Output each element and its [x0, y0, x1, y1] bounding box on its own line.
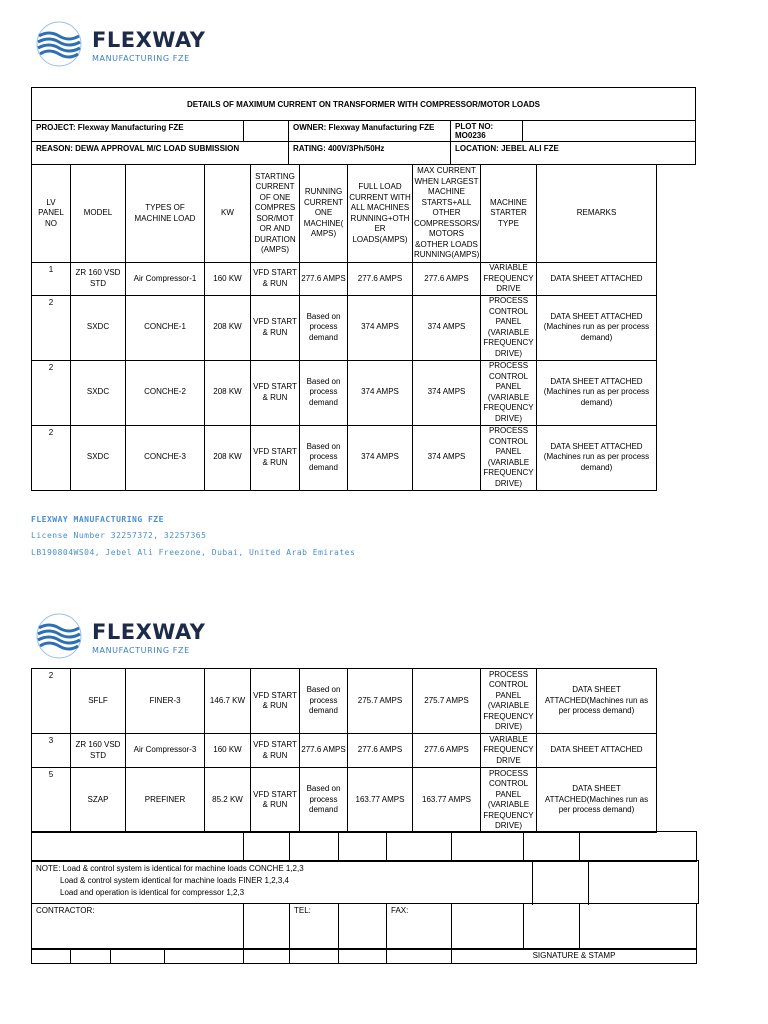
model: SFLF: [71, 669, 126, 734]
full-load-current: 163.77 AMPS: [348, 768, 413, 833]
load-table: [31, 164, 657, 491]
running-current: 277.6 AMPS: [300, 734, 348, 768]
full-load-current: 275.7 AMPS: [348, 669, 413, 734]
full-load-current: 277.6 AMPS: [348, 263, 413, 296]
model: SXDC: [71, 425, 126, 490]
logo-name: FLEXWAY: [92, 620, 206, 644]
form-title: DETAILS OF MAXIMUM CURRENT ON TRANSFORMER WITH COMPRESSOR/MOTOR LOADS: [186, 100, 541, 109]
col-header-types: TYPES OF MACHINE LOAD: [126, 165, 205, 263]
note-line-1: NOTE: Load & control system is identical for machine loads CONCHE 1,2,3: [36, 864, 304, 873]
lv-panel: 2: [32, 425, 71, 490]
table-row: [32, 263, 657, 296]
plot-cell: [450, 120, 523, 142]
col-header-full: FULL LOAD CURRENT WITH ALL MACHINES RUNNING+OTH ER LOADS(AMPS): [348, 165, 413, 263]
full-load-current: 374 AMPS: [348, 425, 413, 490]
blank-row-table: [31, 831, 697, 862]
owner-cell: OWNER: Flexway Manufacturing FZE: [288, 120, 451, 142]
table-row: [32, 360, 657, 425]
max-current: 275.7 AMPS: [413, 669, 481, 734]
footer-address: LB190804WS04, Jebel Ali Freezone, Dubai, United Arab Emirates: [31, 548, 356, 557]
model: ZR 160 VSD STD: [71, 263, 126, 296]
running-current: 277.6 AMPS: [300, 263, 348, 296]
kw: 208 KW: [205, 360, 251, 425]
model: SXDC: [71, 295, 126, 360]
lv-panel: 5: [32, 768, 71, 833]
kw: 85.2 KW: [205, 768, 251, 833]
note-line-3: Load and operation is identical for compressor 1,2,3: [60, 888, 245, 897]
fax-label: FAX:: [387, 904, 452, 950]
blank-cell: [243, 120, 289, 142]
starter-type: PROCESS CONTROL PANEL (VARIABLE FREQUENCY DRIVE): [481, 295, 537, 360]
full-load-current: 374 AMPS: [348, 295, 413, 360]
footer-company: FLEXWAY MANUFACTURING FZE: [31, 515, 164, 524]
model: ZR 160 VSD STD: [71, 734, 126, 768]
kw: 160 KW: [205, 734, 251, 768]
remarks: DATA SHEET ATTACHED (Machines run as per process demand): [537, 360, 657, 425]
remarks: DATA SHEET ATTACHED: [537, 263, 657, 296]
starting-current: VFD START & RUN: [251, 768, 300, 833]
starting-current: VFD START & RUN: [251, 360, 300, 425]
location-cell: LOCATION: JEBEL ALI FZE: [450, 141, 696, 165]
max-current: 374 AMPS: [413, 360, 481, 425]
tel-label: TEL:: [290, 904, 339, 950]
max-current: 163.77 AMPS: [413, 768, 481, 833]
note-line-2: Load & control system identical for machine loads FINER 1,2,3,4: [60, 876, 289, 885]
contractor-table: [31, 903, 697, 950]
model: SXDC: [71, 360, 126, 425]
remarks: DATA SHEET ATTACHED(Machines run as per process demand): [537, 669, 657, 734]
running-current: Based on process demand: [300, 425, 348, 490]
col-header-model: MODEL: [71, 165, 126, 263]
col-header-lv: LV PANEL NO: [32, 165, 71, 263]
starter-type: PROCESS CONTROL PANEL (VARIABLE FREQUENCY DRIVE): [481, 360, 537, 425]
full-load-current: 277.6 AMPS: [348, 734, 413, 768]
table-row: [32, 669, 657, 734]
blank-cell: [522, 120, 696, 142]
contractor-label: CONTRACTOR:: [32, 904, 244, 950]
project-cell: PROJECT: Flexway Manufacturing FZE: [31, 120, 244, 142]
company-logo: [34, 20, 205, 68]
machine-type: Air Compressor-1: [126, 263, 205, 296]
max-current: 374 AMPS: [413, 295, 481, 360]
logo-subtitle: MANUFACTURING FZE: [92, 646, 190, 655]
blank-row: [32, 832, 697, 862]
remarks: DATA SHEET ATTACHED: [537, 734, 657, 768]
plot-value: MO0236: [455, 131, 486, 140]
starter-type: PROCESS CONTROL PANEL (VARIABLE FREQUENCY DRIVE): [481, 768, 537, 833]
starting-current: VFD START & RUN: [251, 425, 300, 490]
col-header-running: RUNNING CURRENT ONE MACHINE( AMPS): [300, 165, 348, 263]
starter-type: PROCESS CONTROL PANEL (VARIABLE FREQUENCY DRIVE): [481, 669, 537, 734]
remarks: DATA SHEET ATTACHED (Machines run as per process demand): [537, 295, 657, 360]
remarks: DATA SHEET ATTACHED (Machines run as per process demand): [537, 425, 657, 490]
machine-type: CONCHE-2: [126, 360, 205, 425]
starting-current: VFD START & RUN: [251, 669, 300, 734]
col-header-remarks: REMARKS: [537, 165, 657, 263]
plot-label: PLOT NO:: [455, 122, 494, 131]
starter-type: VARIABLE FREQUENCY DRIVE: [481, 734, 537, 768]
starting-current: VFD START & RUN: [251, 295, 300, 360]
note-box: [31, 860, 699, 904]
machine-type: CONCHE-3: [126, 425, 205, 490]
table-header-row: [32, 165, 657, 263]
starting-current: VFD START & RUN: [251, 263, 300, 296]
logo-name: FLEXWAY: [92, 28, 206, 52]
col-header-kw: KW: [205, 165, 251, 263]
lv-panel: 2: [32, 295, 71, 360]
signature-table: [31, 948, 697, 964]
starter-type: PROCESS CONTROL PANEL (VARIABLE FREQUENCY DRIVE): [481, 425, 537, 490]
kw: 208 KW: [205, 295, 251, 360]
kw: 160 KW: [205, 263, 251, 296]
load-table-continued: [31, 668, 657, 833]
machine-type: FINER-3: [126, 669, 205, 734]
col-header-starting: STARTING CURRENT OF ONE COMPRES SOR/MOT OR AND DURATION (AMPS): [251, 165, 300, 263]
signature-row: [32, 949, 697, 964]
max-current: 374 AMPS: [413, 425, 481, 490]
rating-cell: RATING: 400V/3Ph/50Hz: [288, 141, 451, 165]
contractor-row: [32, 904, 697, 950]
remarks: DATA SHEET ATTACHED(Machines run as per process demand): [537, 768, 657, 833]
footer-license: License Number 32257372, 32257365: [31, 531, 207, 540]
lv-panel: 2: [32, 669, 71, 734]
machine-type: CONCHE-1: [126, 295, 205, 360]
logo-subtitle: MANUFACTURING FZE: [92, 54, 190, 63]
flexway-wave-icon: [34, 20, 84, 68]
running-current: Based on process demand: [300, 669, 348, 734]
col-header-max: MAX CURRENT WHEN LARGEST MACHINE STARTS+ALL OTHER COMPRESSORS/ MOTORS &OTHER LOADS RUNNING(AMPS): [413, 165, 481, 263]
running-current: Based on process demand: [300, 360, 348, 425]
machine-type: Air Compressor-3: [126, 734, 205, 768]
lv-panel: 3: [32, 734, 71, 768]
model: SZAP: [71, 768, 126, 833]
lv-panel: 2: [32, 360, 71, 425]
table-row: [32, 295, 657, 360]
starter-type: VARIABLE FREQUENCY DRIVE: [481, 263, 537, 296]
signature-stamp-label: SIGNATURE & STAMP: [452, 949, 697, 964]
flexway-wave-icon: [34, 612, 84, 660]
kw: 146.7 KW: [205, 669, 251, 734]
machine-type: PREFINER: [126, 768, 205, 833]
max-current: 277.6 AMPS: [413, 263, 481, 296]
form-title-box: [31, 87, 696, 121]
table-row: [32, 768, 657, 833]
max-current: 277.6 AMPS: [413, 734, 481, 768]
starting-current: VFD START & RUN: [251, 734, 300, 768]
running-current: Based on process demand: [300, 295, 348, 360]
running-current: Based on process demand: [300, 768, 348, 833]
table-row: [32, 734, 657, 768]
company-logo: [34, 612, 205, 660]
col-header-starter: MACHINE STARTER TYPE: [481, 165, 537, 263]
lv-panel: 1: [32, 263, 71, 296]
reason-cell: REASON: DEWA APPROVAL M/C LOAD SUBMISSION: [31, 141, 289, 165]
kw: 208 KW: [205, 425, 251, 490]
table-row: [32, 425, 657, 490]
full-load-current: 374 AMPS: [348, 360, 413, 425]
